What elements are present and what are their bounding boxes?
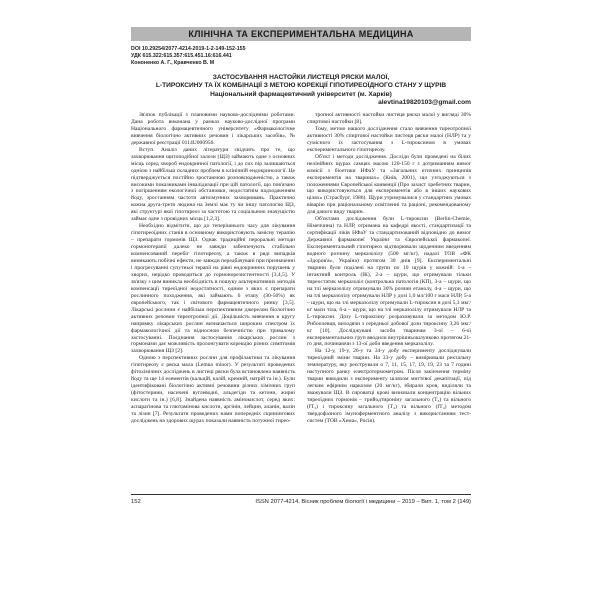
article-title-line-2: L-ТИРОКСИНУ ТА ЇХ КОМБІНАЦІЇ З МЕТОЮ КОРЕКЦІЇ ГІПОТИРЕОЇДНОГО СТАНУ У ЩУРІВ [155,82,447,90]
paragraph: Тому, метою нашого дослідження стало вивчення тиреотропної активності 30% спиртової настойки листеця ряски малої (НЛР) та у сумісного їх застосування з L-тироксином в умовах експериментального гіпотиреозу. [307,125,471,153]
right-text-column [307,112,471,490]
section-title: КЛІНІЧНА ТА ЕКСПЕРИМЕНТАЛЬНА МЕДИЦИНА [188,29,414,39]
paragraph: Одною з перспективних рослин для профілактики та лікування гіпотиреозу є ряска мала (Lemna minor). У результаті проведених фітохімічних досліджень в листеці ряски була встановлена наявність йоду та ще 14 елементів (кальцій, калій, кремній, натрій та ін.). Були ідентифіковані біологічно активні речовини різних хімічних груп (фітостерини, насичені вуглеводні, альдегіди та кетони, жирні кислоти та ін.) [6,8]. Знайдена наявність амінокислот, серед яких: аспарагінова та глютамінова кислоти, аргінін, лейцин, аланін, валін та лізин [7]. Результати проведених нами попередніх скринінгових досліджень на здорових щурах показали наявність потужної тирео- [131,355,295,424]
authors-line: Кононенко А. Г., Кравченко В. М [131,60,215,66]
article-title-line-1: ЗАСТОСУВАННЯ НАСТОЙКИ ЛИСТЕЦЯ РЯСКИ МАЛОЇ, [212,74,390,81]
paragraph: Об'єкт і методи дослідження. Досліди були проведені на білих нелінійних щурах самцях масою 120-150 г з дотриманням вимог комісії з біоетики НФаУ та «Загальних етичних принципів експериментів на тваринах» (Київ, 2001), що узгоджуються з положеннями Європейської конвенції (Про захист хребетних тварин, що використовуються для експериментів або в інших наукових цілях» (Страсбург, 1986). Щури утримувалися у стандартних умовах віварію при раціональному освітленні та раціоні, рекомендованому для даного виду тварин. [307,153,471,216]
paragraph: Об'єктами дослідження були L-тироксин (Berlin-Chemie, Німеччина) та НЛР, отримана на кафедрі якості, стандартизації та сертифікації ліків НФаУ та стандартизований відповідно до вимог Державної фармакопеї України та Європейської фармакопеї. Експериментальний гіпотиреоз відтворювали щоденним введенням водного розчину мерказолілу (500 мг/кг), надалі ТОВ «ФК «Здоров'я», Україна) протягом 30 днів [9]. Експериментальні тварини були поділені на групи по 10 щурів у кожній: 1-а – інтактний контроль (ІК), 2-а – щури, що отримували тільки тиреостатик мерказоліл (контрольна патологія (КП), 3-а – щури, що на тлі мерказолілу отримували 30% розчин етанолу, 4-а – щури, що на тлі мерказолілу отримували НЛР у дозі 1,0 мл/100 г маси НЛР, 5-а – щури, що на тлі мерказолілу отримували L-тироксин в дозі 5,3 мкг/кг маси тіла, 6-а – щури, що на тлі мерказолілу отримували НЛР та L-тироксин. Дозу L-тироксину розраховували за методом Ю.Р. Рибоплевця, виходячи з середньої добової дози тироксину 3,26 мкг/кг [10]. Досліджувані засоби тваринам 3-ої – 6-ої експериментальних груп вводили внутрішньошлунково протягом 21-го дня, починаючи з 13-ої доби введення мерказолілу. [307,216,471,348]
page-footer [131,499,471,505]
paragraph: На 12-у, 19-у, 26-у та 34-у добу експерименту досліджували тиреоїдний зміни тварин. На 33-у добу – вимірювали ректальну температуру, яку реєстрували о 7, 11, 15, 17, 19, 19, 23 та 7 годині наступного ранку електротермометром. Після закінчення терміну тварин виводили з експерименту шляхом миттєвої декапітації, під легким ефірним наркозом (20 мг/кг), збирали кров, виділяли та зважували ЩЗ. В сироватці крові визначали концентрацію вільних тиреоїдних гормонів – трийодтироніну загального (Т₃) та вільного (fТ₃) і тироксину загального (Т₄) та вільного (fТ₄) методом твердофазного імуноферментного аналізу з використанням тест-систем (ТОВ «Хема», Росія). [307,348,471,424]
author-email[interactable]: alevtina19820103@gmail.com [378,99,471,106]
paragraph: тропної активності настойки листеця ряски малої у вигляді 30% спиртової настойки [8]. [307,112,471,125]
article-metadata [131,46,471,67]
journal-citation: ISSN 2077-4214. Вісник проблем біології і медицини – 2019 – Вип. 1, том 2 (149) [255,499,471,505]
paragraph: Необхідно відмітити, що до теперішнього часу для лікування гіпотиреоїдних станів в основному використовують замісну терапію – препарати гормонів ЩЗ. Однак традиційні пероральні методи гормонотерапії далеко не завжди забезпечують стабільно компенсований перебіг гіпотиреозу, а також в ряді випадків виникають побічні ефекти, не завжди передбачувані при призначенні і прогресуванні супутньої терапії на рівні ендокринних порушень у хворих, нерідко проводиться до гормонорезистентності [3,4,5]. У зв'язку з цим виникла необхідність в пошуку альтернативних методів компенсації тиреоїдної недостатності, одним з яких є препарати рослинного походження, які займають 6 етапу (30-50%) як європейського, так і світового фармацевтичного ринку [3,5]. Лікарські рослини є найбільш перспективним джерелом біологічно активних речовин тиреотропної дії. Доцільність вивчення в кругу напрямку лікарських рослин визначається широким спектром їх фармакологічної дії та відносною безпечністю при тривалому застосуванні. Поєднання застосування лікарських рослин з гормонами дає можливість пролонгувати корекцію різних симптомів захворювання ЩЗ [2]. [131,223,295,355]
article-title-block [131,74,471,99]
article-affiliation: Національний фармацевтичний університет (м. Харків) [210,90,392,98]
footer-divider [131,494,471,495]
left-text-column [131,112,295,490]
paragraph: Вступ. Аналіз даних літератури свідчить про те, що захворювання щитоподібної залози (ЩЗ) займають одне з основних місць серед хвороб ендокринної патології, і до сих пір залишаються однією з найбільш складних проблем в клінічній ендокринології. Це підтверджується постійно зростаючою розповсюдженістю, а також високими показниками інвалідизації при цій патології, що пов'язано з погіршенням екологічної обстановки, недостатнім надходженням йоду, зростанням частоти автоімунних захворювань. Практично кожна друга-третя людина на Землі має ту чи іншу патологію ЩЗ, які структурі якої гіпотиреоз за частотою та соціальною значущістю займає одне з провідних місць [1,2,3]. [131,146,295,223]
page-number: 152 [131,499,141,505]
paragraph: Зв'язок публікації з плановими науково-дослідними роботами. Дана робота виконана у рамках науково-дослідної програми Національного фармацевтичного університету «Фармакологічне вивчення біологічно активних речовин і лікарських засобів», № державної реєстрації 0114U000956. [131,112,295,146]
udk-line: УДК 615.322:615.357:615.451.16:616.441 [131,53,232,59]
doi-line: DOI 10.29254/2077-4214-2019-1-2-149-152-155 [131,46,246,52]
journal-section-header [131,27,471,41]
